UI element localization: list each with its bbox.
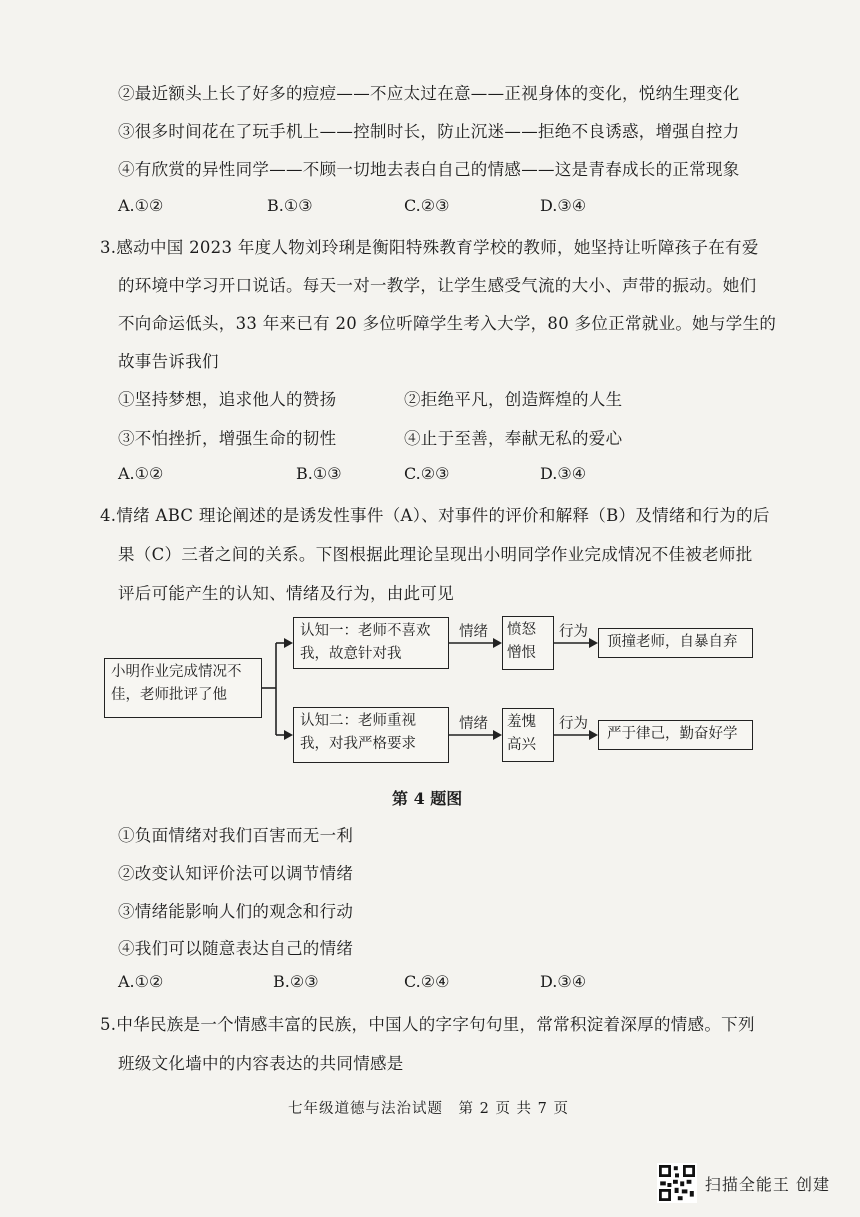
emotion-two-box: 羞愧高兴 [502, 708, 554, 762]
q4-item-4: ④我们可以随意表达自己的情绪 [118, 939, 354, 958]
q2-option-b: B.①③ [267, 196, 313, 215]
q4-item-1: ①负面情绪对我们百害而无一利 [118, 826, 354, 845]
q2-option-a: A.①② [118, 196, 164, 215]
q3-stem-line-3: 不向命运低头，33 年来已有 20 多位听障学生考入大学，80 多位正常就业。她与学生的 [118, 314, 777, 333]
q4-option-d: D.③④ [540, 972, 587, 991]
q4-item-3: ③情绪能影响人们的观念和行动 [118, 902, 354, 921]
behavior-two-box: 严于律己，勤奋好学 [598, 720, 753, 750]
behavior-label-top: 行为 [559, 624, 588, 640]
q2-option-c: C.②③ [404, 196, 450, 215]
page-footer: 七年级道德与法治试题 第 2 页 共 7 页 [288, 1101, 569, 1117]
q2-option-d: D.③④ [540, 196, 587, 215]
cognition-two-box: 认知二：老师重视我，对我严格要求 [293, 707, 449, 763]
q4-option-c: C.②④ [404, 972, 450, 991]
q4-option-a: A.①② [118, 972, 164, 991]
q3-item-2: ②拒绝平凡，创造辉煌的人生 [404, 390, 623, 409]
q3-option-a: A.①② [118, 464, 164, 483]
q3-item-1: ①坚持梦想，追求他人的赞扬 [118, 390, 337, 409]
behavior-one-box: 顶撞老师，自暴自弃 [598, 628, 753, 658]
q3-option-b: B.①③ [296, 464, 342, 483]
q3-option-d: D.③④ [540, 464, 587, 483]
q4-stem-line-1: 4.情绪 ABC 理论阐述的是诱发性事件（A）、对事件的评价和解释（B）及情绪和行为的后 [100, 506, 770, 525]
emotion-label-top: 情绪 [459, 624, 488, 640]
figure-caption: 第 4 题图 [392, 789, 463, 808]
q3-item-4: ④止于至善，奉献无私的爱心 [404, 429, 623, 448]
q4-item-2: ②改变认知评价法可以调节情绪 [118, 864, 354, 883]
emotion-one-box: 愤怒憎恨 [502, 616, 554, 670]
cognition-one-box: 认知一：老师不喜欢我，故意针对我 [293, 617, 449, 669]
qr-code-icon [657, 1163, 697, 1203]
q3-stem-line-2: 的环境中学习开口说话。每天一对一教学，让学生感受气流的大小、声带的振动。她们 [118, 276, 757, 295]
behavior-label-bottom: 行为 [559, 716, 588, 732]
q2-item-2: ②最近额头上长了好多的痘痘——不应太过在意——正视身体的变化，悦纳生理变化 [118, 84, 740, 103]
q4-stem-line-3: 评后可能产生的认知、情绪及行为，由此可见 [118, 584, 454, 603]
q3-stem-line-1: 3.感动中国 2023 年度人物刘玲琍是衡阳特殊教育学校的教师，她坚持让听障孩子在有爱 [100, 238, 759, 257]
q4-stem-line-2: 果（C）三者之间的关系。下图根据此理论呈现出小明同学作业完成情况不佳被老师批 [118, 545, 753, 564]
emotion-label-bottom: 情绪 [459, 716, 488, 732]
q5-stem-line-1: 5.中华民族是一个情感丰富的民族，中国人的字字句句里，常常积淀着深厚的情感。下列 [100, 1015, 755, 1034]
q3-item-3: ③不怕挫折，增强生命的韧性 [118, 429, 337, 448]
event-box: 小明作业完成情况不佳，老师批评了他 [104, 658, 262, 718]
q3-option-c: C.②③ [404, 464, 450, 483]
q4-option-b: B.②③ [273, 972, 319, 991]
q2-item-4: ④有欣赏的异性同学——不顾一切地去表白自己的情感——这是青春成长的正常现象 [118, 160, 740, 179]
q3-stem-line-4: 故事告诉我们 [118, 352, 219, 371]
q5-stem-line-2: 班级文化墙中的内容表达的共同情感是 [118, 1054, 404, 1073]
watermark-text: 扫描全能王 创建 [704, 1174, 830, 1194]
scanner-watermark [657, 1163, 830, 1203]
q2-item-3: ③很多时间花在了玩手机上——控制时长，防止沉迷——拒绝不良诱惑，增强自控力 [118, 122, 740, 141]
